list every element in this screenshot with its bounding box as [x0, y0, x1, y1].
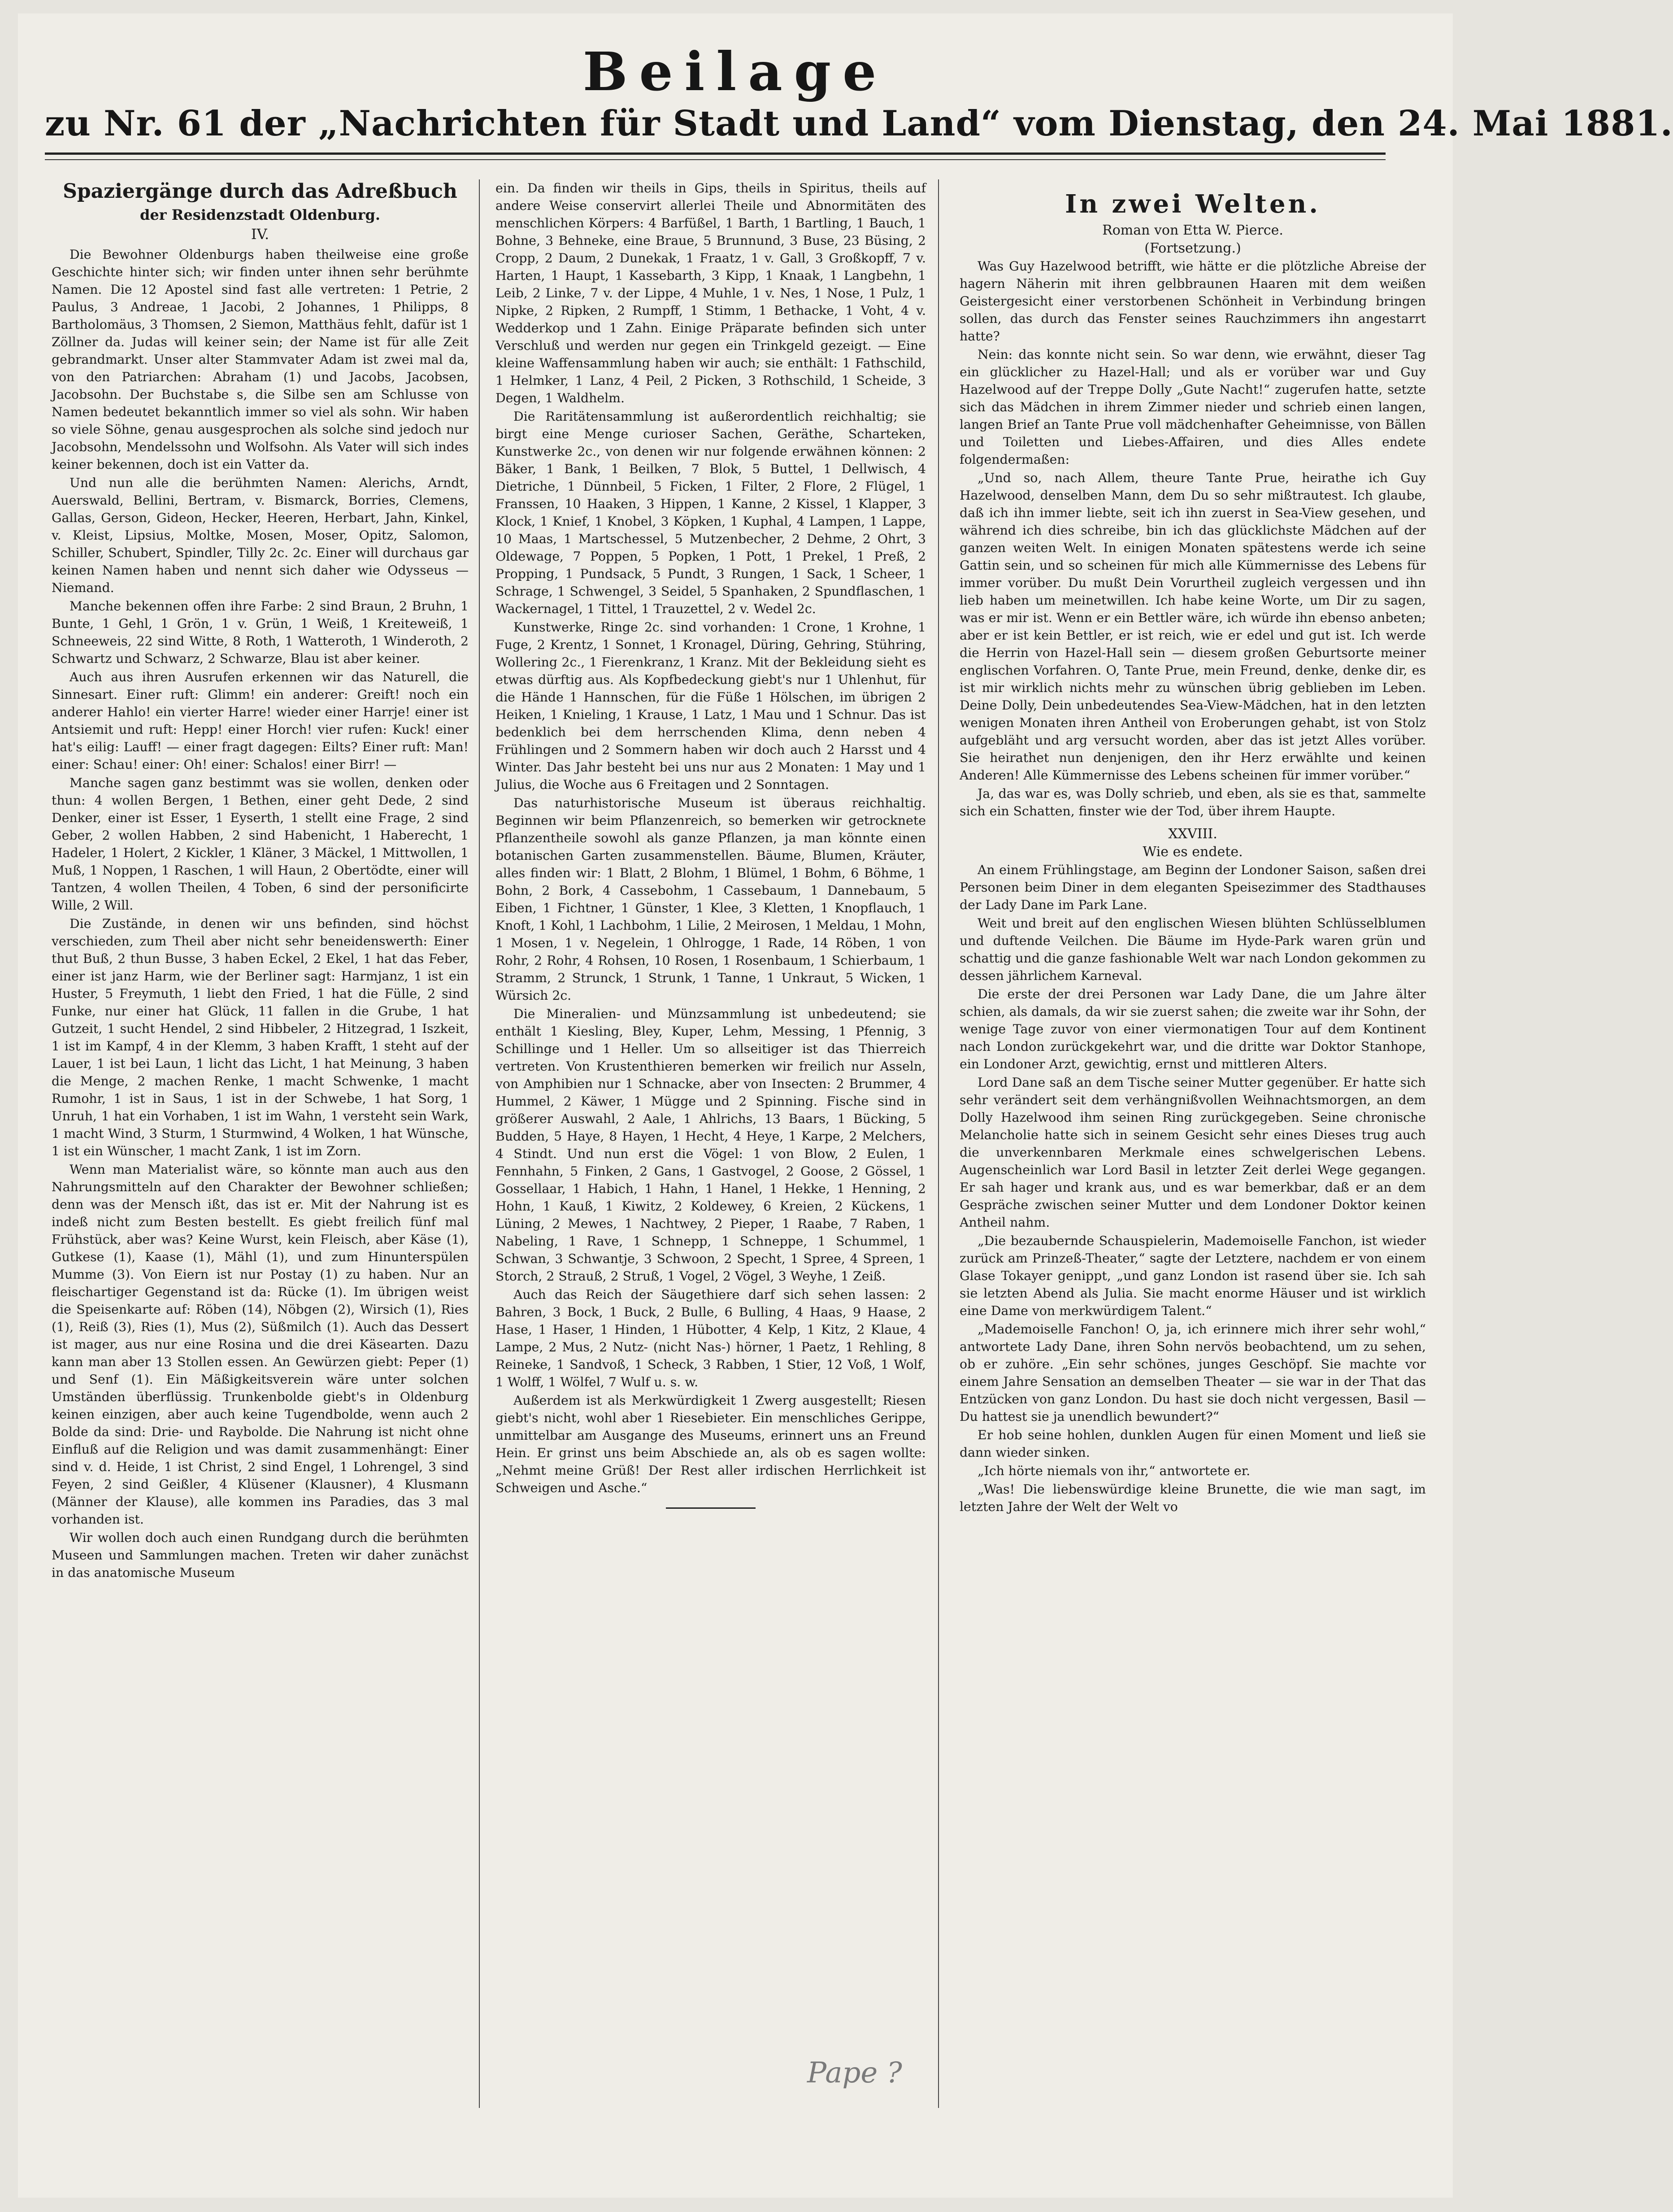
newspaper-page [18, 13, 1673, 2198]
novel-title: In zwei Welten. [1065, 189, 1321, 219]
paragraph: Manche sagen ganz bestimmt was sie wollen, denken oder thun: 4 wollen Bergen, 1 Bethen, einer geht Dede, 2 sind Denker, einer ist Esser, 1 Eyserth, 1 stellt eine Frage, 2 sind Geber, 2 wollen Habben, 2 sind Habenicht, 1 Haberecht, 1 Hadeler, 1 Holert, 2 Kickler, 1 Kläner, 3 Mäckel, 1 Mittwollen, 1 Muß, 1 Noppen, 1 Raschen, 1 will Haun, 2 Obertödte, einer will Tantzen, 4 wollen Theilen, 4 Toben, 6 sind der personificirte Wille, 2 Will. [52, 775, 469, 913]
article-part-number: IV. [251, 226, 269, 243]
paragraph: Nein: das konnte nicht sein. So war denn, wie erwähnt, dieser Tag ein glücklicher zu Hazel-Hall; und als er vorüber war und Guy Hazelwood auf der Treppe Dolly „Gute Nacht!“ zugerufen hatte, setzte sich das Mädchen in ihrem Zimmer nieder und schrieb einen langen, langen Brief an Tante Prue voll mädchenhafter Geheimnisse, von Bällen und Toiletten und Liebes-Affairen, und dies Alles endete folgendermaßen: [960, 347, 1426, 467]
paragraph: „Die bezaubernde Schauspielerin, Mademoiselle Fanchon, ist wieder zurück am Prinzeß-Theater,“ sagte der Letztere, nachdem er von einem Glase Tokayer genippt, „und ganz London ist rasend über sie. Ich sah sie letzten Abend als Julia. Sie macht enorme Häuser und ist wirklich eine Dame von merkwürdigem Talent.“ [960, 1233, 1426, 1318]
novel-author: Roman von Etta W. Pierce. [1102, 222, 1283, 238]
paragraph: Ja, das war es, was Dolly schrieb, und eben, als sie es that, sammelte sich ein Schatten, finster wie der Tod, über ihrem Haupte. [960, 786, 1426, 819]
paragraph: Die Bewohner Oldenburgs haben theilweise eine große Geschichte hinter sich; wir finden unter ihnen sehr berühmte Namen. Die 12 Apostel sind fast alle vertreten: 1 Petrie, 2 Paulus, 3 Andreae, 1 Jacobi, 2 Johannes, 1 Philipps, 8 Bartholomäus, 3 Thomsen, 2 Siemon, Matthäus fehlt, dafür ist 1 Zöllner da. Judas will keiner sein; der Name ist für alle Zeit gebrandmarkt. Unser alter Stammvater Adam ist zwei mal da, von den Patriarchen: Abraham (1) und Jacobs, Jacobsen, Jacobsohn. Der Buchstabe s, die Silbe sen am Schlusse von Namen bedeutet bekanntlich immer so viel als sohn. Wir haben so viele Söhne, genau ausgesprochen als solche sind jedoch nur Jacobsohn, Mendelssohn und Wolfsohn. Als Vater will sich indes keiner bekennen, doch ist ein Vatter da. [52, 247, 469, 472]
column-3 [960, 179, 1426, 2162]
chapter-number: XXVIII. [1168, 826, 1217, 842]
column-2 [495, 179, 926, 2162]
paragraph: „Und so, nach Allem, theure Tante Prue, heirathe ich Guy Hazelwood, denselben Mann, dem Du so sehr mißtrautest. Ich glaube, daß ich ihn immer liebte, seit ich ihn zuerst in Sea-View gesehen, und während ich dies schreibe, bin ich das glücklichste Mädchen auf der ganzen weiten Welt. In einigen Monaten spätestens werde ich seine Gattin sein, und so scheinen für mich alle Kümmernisse des Lebens für immer vorüber. Du mußt Dein Vorurtheil zugleich vergessen und ihn lieb haben um meinetwillen. Ich habe keine Worte, um Dir zu sagen, was er mir ist. Wenn er ein Bettler wäre, ich würde ihn ebenso anbeten; aber er ist kein Bettler, er ist reich, wie er edel und gut ist. Ich werde die Herrin von Hazel-Hall sein — diesem großen Geburtsorte meiner englischen Vorfahren. O, Tante Prue, mein Freund, denke, denke dir, es ist mir wirklich nichts mehr zu wünschen übrig geblieben im Leben. Deine Dolly, Dein unbedeutendes Sea-View-Mädchen, hat in den letzten wenigen Monaten ihren Antheil von Eroberungen gehabt, ist von Stolz aufgebläht und arg versucht worden, aber das ist jetzt Alles vorüber. Sie heirathet nun denjenigen, den ihr Herz erwählte und keinen Anderen! Alle Kümmernisse des Lebens scheinen für immer vorüber.“ [960, 470, 1426, 783]
paragraph: Kunstwerke, Ringe 2c. sind vorhanden: 1 Crone, 1 Krohne, 1 Fuge, 2 Krentz, 1 Sonnet, 1 Kronagel, Düring, Gehring, Stühring, Wollering 2c., 1 Fierenkranz, 1 Kranz. Mit der Bekleidung sieht es etwas dürftig aus. Als Kopfbedeckung giebt's nur 1 Uhlenhut, für die Hände 1 Hannschen, für die Füße 1 Hölschen, im übrigen 2 Heiken, 1 Knieling, 1 Krause, 1 Latz, 1 Mau und 1 Schnur. Das ist bedenklich bei dem herrschenden Klima, denn neben 4 Frühlingen und 2 Sommern haben wir doch auch 2 Harsst und 4 Winter. Das Jahr besteht bei uns nur aus 2 Monaten: 1 May und 1 Julius, die Woche aus 6 Freitagen und 2 Sonntagen. [495, 620, 926, 792]
chapter-title: Wie es endete. [1143, 844, 1243, 860]
paragraph: Das naturhistorische Museum ist überaus reichhaltig. Beginnen wir beim Pflanzenreich, so bemerken wir getrocknete Pflanzentheile sowohl als ganze Pflanzen, ja man könnte einen botanischen Garten zusammenstellen. Bäume, Blumen, Kräuter, alles finden wir: 1 Blatt, 2 Blohm, 1 Blümel, 1 Bohm, 6 Böhme, 1 Bohn, 2 Bork, 4 Cassebohm, 1 Cassebaum, 1 Dannebaum, 5 Eiben, 1 Fichtner, 1 Günster, 1 Klee, 3 Kletten, 1 Knopflauch, 1 Knoft, 1 Kohl, 1 Lachbohm, 1 Lilie, 2 Meirosen, 1 Meldau, 1 Mohn, 1 Mosen, 1 v. Negelein, 1 Ohlrogge, 1 Rade, 14 Röben, 1 von Rohr, 2 Rohr, 4 Rohsen, 10 Rosen, 1 Rosenbaum, 1 Schierbaum, 1 Stramm, 2 Strunck, 1 Strunk, 1 Tanne, 1 Unkraut, 5 Wicken, 1 Würsich 2c. [495, 796, 926, 1003]
paragraph: „Ich hörte niemals von ihr,“ antwortete er. [978, 1463, 1251, 1478]
supplement-banner: Beilage [582, 40, 888, 103]
paragraph: Was Guy Hazelwood betrifft, wie hätte er die plötzliche Abreise der hagern Näherin mit ihren gelbbraunen Haaren mit dem weißen Geistergesicht einer verstorbenen Schönheit in Verbindung bringen sollen, das durch das Fenster seines Rauchzimmers ihn angestarrt hatte? [960, 259, 1426, 344]
column-divider [479, 179, 480, 2108]
article-subheading: der Residenzstadt Oldenburg. [140, 206, 380, 223]
paragraph: An einem Frühlingstage, am Beginn der Londoner Saison, saßen drei Personen beim Diner in dem eleganten Speisezimmer des Stadthauses der Lady Dane im Park Lane. [960, 862, 1426, 912]
header-rule-thin [45, 159, 1386, 160]
paragraph: Weit und breit auf den englischen Wiesen blühten Schlüsselblumen und duftende Veilchen. Die Bäume im Hyde-Park waren grün und schattig und die ganze fashionable Welt war nach London gekommen zu dessen jährlichem Karneval. [960, 916, 1426, 983]
paragraph: „Was! Die liebenswürdige kleine Brunette, die wie man sagt, im letzten Jahre der Welt der Welt vo [960, 1482, 1426, 1514]
issue-subtitle: zu Nr. 61 der „Nachrichten für Stadt und Land“ vom Dienstag, den 24. Mai 1881. [45, 103, 1673, 144]
paragraph: Die Raritätensammlung ist außerordentlich reichhaltig; sie birgt eine Menge curioser Sachen, Geräthe, Scharteken, Kunstwerke 2c., von denen wir nur folgende erwähnen können: 2 Bäker, 1 Bank, 1 Beilken, 7 Blok, 5 Buttel, 1 Dellwisch, 4 Dietriche, 1 Dünnbeil, 5 Ficken, 1 Filter, 2 Flore, 2 Flügel, 1 Franssen, 10 Haaken, 3 Hippen, 1 Kanne, 2 Kissel, 1 Klapper, 3 Klock, 1 Knief, 1 Knobel, 3 Köpken, 1 Kuphal, 4 Lampen, 1 Lappe, 10 Maas, 1 Martschessel, 5 Mutzenbecher, 2 Dehme, 2 Ohrt, 3 Oldewage, 7 Poppen, 5 Popken, 1 Pott, 1 Prekel, 1 Preß, 2 Propping, 1 Pundsack, 5 Pundt, 3 Rungen, 1 Sack, 1 Scheer, 1 Schrage, 1 Schwengel, 3 Seidel, 5 Spanhaken, 2 Spundflaschen, 1 Wackernagel, 1 Tittel, 1 Trauzettel, 2 v. Wedel 2c. [495, 409, 926, 616]
paragraph: Wir wollen doch auch einen Rundgang durch die berühmten Museen und Sammlungen machen. Treten wir daher zunächst in das anatomische Museum [52, 1530, 469, 1580]
column-divider [938, 179, 939, 2108]
paragraph: Auch das Reich der Säugethiere darf sich sehen lassen: 2 Bahren, 3 Bock, 1 Buck, 2 Bulle, 6 Bulling, 4 Haas, 9 Haase, 2 Hase, 1 Haser, 1 Hinden, 1 Hübotter, 4 Kelp, 1 Kitz, 2 Klaue, 4 Lampe, 2 Mus, 2 Nutz- (nicht Nas-) hörner, 1 Paetz, 1 Rehling, 8 Reineke, 1 Sandvoß, 1 Scheck, 3 Rabben, 1 Stier, 12 Voß, 1 Wolf, 1 Wolff, 1 Wölfel, 7 Wulf u. s. w. [495, 1287, 926, 1389]
paragraph: Die Mineralien- und Münzsammlung ist unbedeutend; sie enthält 1 Kiesling, Bley, Kuper, Lehm, Messing, 1 Pfennig, 3 Schillinge und 1 Heller. Um so allseitiger ist das Thierreich vertreten. Von Krustenthieren bemerken wir freilich nur Asseln, von Amphibien nur 1 Schnacke, aber von Insecten: 2 Brummer, 4 Hummel, 2 Käwer, 1 Mügge und 2 Spinning. Fische sind in größerer Auswahl, 2 Aale, 1 Ahlrichs, 13 Baars, 1 Bücking, 5 Budden, 5 Haye, 8 Hayen, 1 Hecht, 4 Heye, 1 Karpe, 2 Melchers, 4 Stindt. Und nun erst die Vögel: 1 von Blow, 2 Eulen, 1 Fennhahn, 5 Finken, 2 Gans, 1 Gastvogel, 2 Goose, 2 Gössel, 1 Gossellaar, 1 Habich, 1 Hahn, 1 Hanel, 1 Hekke, 1 Henning, 2 Hohn, 1 Kauß, 1 Kiwitz, 2 Koldewey, 6 Kreien, 2 Kückens, 1 Lüning, 2 Mewes, 1 Nachtwey, 2 Pieper, 1 Raabe, 7 Raben, 1 Nabeling, 1 Rave, 1 Schnepp, 1 Schneppe, 1 Schummel, 1 Schwan, 3 Schwantje, 3 Schwoon, 2 Specht, 1 Spree, 4 Spreen, 1 Storch, 2 Strauß, 2 Struß, 1 Vogel, 2 Vögel, 3 Weyhe, 1 Zeiß. [495, 1006, 926, 1284]
header-rule [45, 152, 1386, 155]
paragraph: Und nun alle die berühmten Namen: Alerichs, Arndt, Auerswald, Bellini, Bertram, v. Bismarck, Borries, Clemens, Gallas, Gerson, Gideon, Hecker, Heeren, Herbart, Jahn, Kinkel, v. Kleist, Lipsius, Moltke, Mosen, Moser, Opitz, Salomon, Schiller, Schubert, Spindler, Tilly 2c. 2c. Einer will durchaus gar keinen Namen haben und nennt sich daher wie Odysseus — Niemand. [52, 475, 469, 595]
continuation-note: (Fortsetzung.) [1144, 240, 1241, 256]
paragraph: Wenn man Materialist wäre, so könnte man auch aus den Nahrungsmitteln auf den Charakter der Bewohner schließen; denn was der Mensch ißt, das ist er. Mit der Nahrung ist es indeß nicht zum Besten bestellt. Es giebt freilich fünf mal Frühstück, aber was? Keine Wurst, kein Fleisch, aber Käse (1), Gutkese (1), Kaase (1), Mähl (1), und zum Hinunterspülen Mumme (3). Von Eiern ist nur Postay (1) zu haben. Nur an fleischartiger Gegenstand ist da: Rücke (1). Im übrigen weist die Speisenkarte auf: Röben (14), Nöbgen (2), Wirsich (1), Ries (1), Reiß (3), Ries (1), Mus (2), Süßmilch (1). Auch das Dessert ist mager, aus nur eine Rosina und die drei Käsearten. Dazu kann man aber 13 Stollen essen. An Gewürzen giebt: Peper (1) und Senf (1). Ein Mäßigkeitsverein wäre unter solchen Umständen überflüssig. Trunkenbolde giebt's in Oldenburg keinen einzigen, aber auch keine Tugendbolde, wenn auch 2 Bolde da sind: Drie- und Raybolde. Die Nahrung ist nicht ohne Einfluß auf die Religion und was damit zusammenhängt: Einer sind v. d. Heide, 1 ist Christ, 2 sind Engel, 1 Lohrengel, 3 sind Feyen, 2 sind Geißler, 4 Klüsener (Klausner), 4 Klusmann (Männer der Klause), alle kommen ins Paradies, das 3 mal vorhanden ist. [52, 1162, 469, 1527]
paragraph: ein. Da finden wir theils in Gips, theils in Spiritus, theils auf andere Weise conservirt allerlei Theile und Abnormitäten des menschlichen Körpers: 4 Barfüßel, 1 Barth, 1 Bartling, 1 Bauch, 1 Bohne, 3 Behneke, eine Braue, 5 Brunnund, 3 Buse, 23 Büsing, 2 Cropp, 2 Daum, 2 Dunekak, 1 Fraatz, 1 v. Gall, 3 Großkopff, 7 v. Harten, 1 Haupt, 1 Kassebarth, 3 Kipp, 1 Knaak, 1 Langbehn, 1 Leib, 2 Linke, 7 v. der Lippe, 4 Muhle, 1 v. Nes, 1 Nose, 1 Pulz, 1 Nipke, 2 Ripken, 2 Rumpff, 1 Stimm, 1 Bethacke, 1 Voht, 4 v. Wedderkop und 1 Zahn. Einige Präparate befinden sich unter Verschluß und werden nur gegen ein Trinkgeld gezeigt. — Eine kleine Waffensammlung haben wir auch; sie enthält: 1 Fathschild, 1 Helmker, 1 Lanz, 4 Peil, 2 Picken, 3 Rothschild, 1 Scheide, 3 Degen, 1 Waldhelm. [495, 181, 926, 405]
article-heading: Spaziergänge durch das Adreßbuch [63, 180, 457, 203]
paragraph: Die Zustände, in denen wir uns befinden, sind höchst verschieden, zum Theil aber nicht sehr beneidenswerth: Einer thut Buß, 2 thun Busse, 3 haben Eckel, 2 Ekel, 1 hat das Feber, einer ist janz Harm, wie der Berliner sagt: Harmjanz, 1 ist ein Huster, 5 Freymuth, 1 liebt den Fried, 1 hat die Fülle, 2 sind Funke, nur einer hat Glück, 11 fallen in die Grube, 1 hat Gutzeit, 1 sucht Hendel, 2 sind Hibbeler, 2 Hitzegrad, 1 Iszkeit, 1 ist im Kampf, 4 in der Klemm, 3 haben Krafft, 1 steht auf der Lauer, 1 ist bei Laun, 1 licht das Licht, 1 hat Meinung, 3 haben die Menge, 2 machen Renke, 1 macht Schwenke, 1 macht Rumohr, 1 ist in Saus, 1 ist in der Schwebe, 1 hat Sorg, 1 Unruh, 1 hat ein Vorhaben, 1 ist im Wahn, 1 versteht sein Wark, 1 macht Wind, 3 Sturm, 1 Sturmwind, 4 Wolken, 1 hat Wünsche, 1 ist ein Wünscher, 1 macht Zank, 1 ist im Zorn. [52, 916, 469, 1158]
end-of-article-rule [666, 1507, 756, 1509]
paragraph: Außerdem ist als Merkwürdigkeit 1 Zwerg ausgestellt; Riesen giebt's nicht, wohl aber 1 Riesebieter. Ein menschliches Gerippe, unmittelbar am Ausgange des Museums, erinnert uns an Freund Hein. Er grinst uns beim Abschiede an, als ob es sagen wollte: „Nehmt meine Grüß! Der Rest aller irdischen Herrlichkeit ist Schweigen und Asche.“ [495, 1393, 926, 1495]
column-1 [52, 179, 469, 2162]
paragraph: Er hob seine hohlen, dunklen Augen für einen Moment und ließ sie dann wieder sinken. [960, 1428, 1426, 1460]
paragraph: „Mademoiselle Fanchon! O, ja, ich erinnere mich ihrer sehr wohl,“ antwortete Lady Dane, ihren Sohn nervös beobachtend, um zu sehen, ob er zuhöre. „Ein sehr schönes, junges Geschöpf. Sie machte vor einem Jahre Sensation an demselben Theater — sie war in der That das Entzücken von ganz London. Du hast sie doch nicht vergessen, Basil — Du hattest sie ja unendlich bewundert?“ [960, 1322, 1426, 1424]
paragraph: Auch aus ihren Ausrufen erkennen wir das Naturell, die Sinnesart. Einer ruft: Glimm! ein anderer: Greift! noch ein anderer Hahlo! ein vierter Harre! wieder einer Harrje! einer ist Antsiemit und ruft: Hepp! einer Horch! vier rufen: Kuck! einer hat's eilig: Lauff! — einer fragt dagegen: Eilts? Einer ruft: Man! einer: Schau! einer: Oh! einer: Schalos! einer Birr! — [52, 670, 469, 772]
paragraph: Die erste der drei Personen war Lady Dane, die um Jahre älter schien, als damals, da wir sie zuerst sahen; die zweite war ihr Sohn, der wenige Tage zuvor von einer viermonatigen Tour auf dem Kontinent nach London zurückgekehrt war, und die dritte war Doktor Stanhope, ein Londoner Arzt, gewichtig, ernst und mittleren Alters. [960, 987, 1426, 1071]
paragraph: Manche bekennen offen ihre Farbe: 2 sind Braun, 2 Bruhn, 1 Bunte, 1 Gehl, 1 Grön, 1 v. Grün, 1 Weiß, 1 Kreiteweiß, 1 Schneeweis, 22 sind Witte, 8 Roth, 1 Watteroth, 1 Winderoth, 2 Schwartz und Schwarz, 2 Schwarze, Blau ist aber keiner. [52, 599, 469, 666]
paragraph: Lord Dane saß an dem Tische seiner Mutter gegenüber. Er hatte sich sehr verändert seit dem verhängnißvollen Weihnachtsmorgen, an dem Dolly Hazelwood ihm seinen Ring zurückgegeben. Seine chronische Melancholie hatte sich in seinem Gesicht sehr eines Dieses trug auch die unverkennbaren Merkmale eines schwelgerischen Lebens. Augenscheinlich war Lord Basil in letzter Zeit derlei Wege gegangen. Er sah hager und krank aus, und es war bemerkbar, daß er an dem Gespräche zwischen seiner Mutter und dem Londoner Doktor keinen Antheil nahm. [960, 1075, 1426, 1230]
handwritten-signature: Pape ? [807, 2056, 902, 2090]
